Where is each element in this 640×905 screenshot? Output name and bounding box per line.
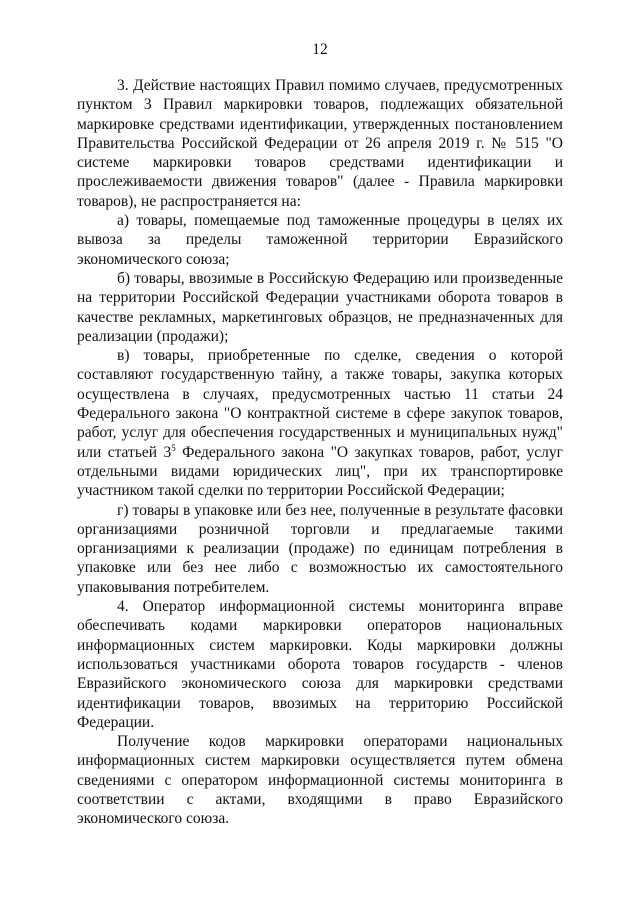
paragraph-4: 4. Оператор информационной системы мониторинга вправе обеспечивать кодами маркировки операторов национальных информационных систем маркировки. Коды маркировки должны использоваться участниками оборота товаров государств - членов Евразийского экономического союза для маркировки средствами идентификации товаров, ввозимых на территорию Российской Федерации. xyxy=(77,598,563,731)
subitem-v-text-2: Федерального закона "О закупках товаров, работ, услуг отдельными видами юридических лиц", при их транспортировке участником такой сделки по территории Российской Федерации; xyxy=(77,443,563,500)
subitem-g: г) товары в упаковке или без нее, полученные в результате фасовки организациями розничной торговли и предлагаемые такими организациями к реализации (продаже) по единицам потребления в упаковке или без нее либо с возможностью их самостоятельного упаковывания потребителем. xyxy=(77,501,563,596)
subitem-a: а) товары, помещаемые под таможенные процедуры в целях их вывоза за пределы таможенной территории Евразийского экономического союза; xyxy=(77,212,563,268)
subitem-b: б) товары, ввозимые в Российскую Федерацию или произведенные на территории Российской Федерации участниками оборота товаров в качестве рекламных, маркетинговых образцов, не предназначенных для реализации (продажи); xyxy=(77,269,563,345)
paragraph-3: 3. Действие настоящих Правил помимо случаев, предусмотренных пунктом 3 Правил маркировки товаров, подлежащих обязательной маркировке средствами идентификации, утвержденных постановлением Правительства Российской Федерации от 26 апреля 2019 г. № 515 "О системе маркировки товаров средствами идентификации и прослеживаемости движения товаров" (далее - Правила маркировки товаров), не распространяется на: xyxy=(77,77,563,210)
subitem-v xyxy=(77,346,563,500)
paragraph-4-continued: Получение кодов маркировки операторами национальных информационных систем маркировки осуществляется путем обмена сведениями с оператором информационной системы мониторинга в соответствии с актами, входящими в право Евразийского экономического союза. xyxy=(77,733,563,828)
article-superscript: 5 xyxy=(171,442,176,453)
document-body xyxy=(77,76,563,829)
page-number: 12 xyxy=(312,41,328,58)
subitem-v-text-1: в) товары, приобретенные по сделке, сведения о которой составляют государственную тайну, а также товары, закупка которых осуществлена в случаях, предусмотренных частью 11 статьи 24 Федерального закона "О контрактной системе в сфере закупок товаров, работ, услуг для обеспечения государственных и муниципальных нужд" или статьей 3 xyxy=(77,347,563,461)
